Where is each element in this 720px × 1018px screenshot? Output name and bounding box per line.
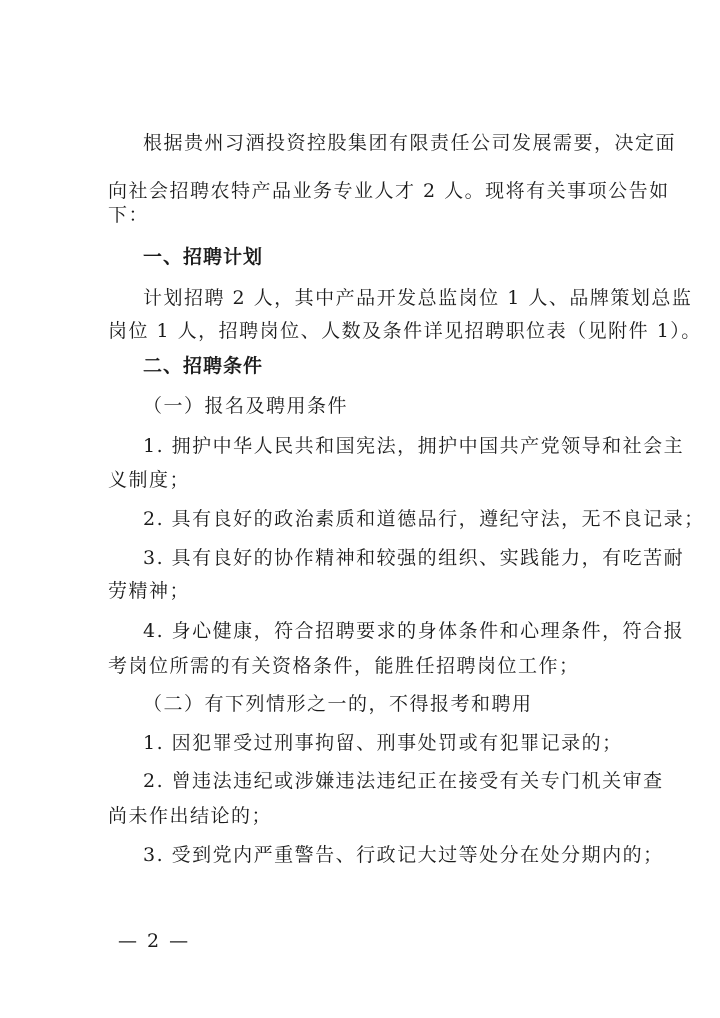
disqualification-item-2-line-1: 2. 曾违法违纪或涉嫌违法违纪正在接受有关专门机关审查	[143, 770, 664, 792]
section-heading-conditions: 二、招聘条件	[143, 355, 264, 377]
eligibility-item-4-line-1: 4. 身心健康，符合招聘要求的身体条件和心理条件，符合报	[143, 620, 685, 642]
disqualification-item-1: 1. 因犯罪受过刑事拘留、刑事处罚或有犯罪记录的；	[143, 732, 623, 754]
intro-line-2: 向社会招聘农特产品业务专业人才 2 人。现将有关事项公告如	[108, 180, 670, 202]
subsection-heading-disqualifications: （二）有下列情形之一的，不得报考和聘用	[143, 693, 533, 715]
eligibility-item-3-line-1: 3. 具有良好的协作精神和较强的组织、实践能力，有吃苦耐	[143, 547, 685, 569]
eligibility-item-1-line-2: 义制度；	[108, 469, 191, 491]
intro-line-1: 根据贵州习酒投资控股集团有限责任公司发展需要，决定面	[143, 132, 677, 154]
page-number: — 2 —	[118, 930, 191, 952]
eligibility-item-1-line-1: 1. 拥护中华人民共和国宪法，拥护中国共产党领导和社会主	[143, 435, 685, 457]
disqualification-item-2-line-2: 尚未作出结论的；	[108, 805, 273, 827]
intro-line-3: 下：	[108, 204, 150, 226]
subsection-heading-eligibility: （一）报名及聘用条件	[143, 395, 349, 417]
section-heading-plan: 一、招聘计划	[143, 246, 264, 268]
plan-line-2: 岗位 1 人，招聘岗位、人数及条件详见招聘职位表（见附件 1）。	[108, 320, 702, 342]
disqualification-item-3: 3. 受到党内严重警告、行政记大过等处分在处分期内的；	[143, 844, 664, 866]
eligibility-item-4-line-2: 考岗位所需的有关资格条件，能胜任招聘岗位工作；	[108, 655, 580, 677]
eligibility-item-3-line-2: 劳精神；	[108, 580, 191, 602]
eligibility-item-2: 2. 具有良好的政治素质和道德品行，遵纪守法，无不良记录；	[143, 508, 705, 530]
plan-line-1: 计划招聘 2 人，其中产品开发总监岗位 1 人、品牌策划总监	[143, 287, 693, 309]
